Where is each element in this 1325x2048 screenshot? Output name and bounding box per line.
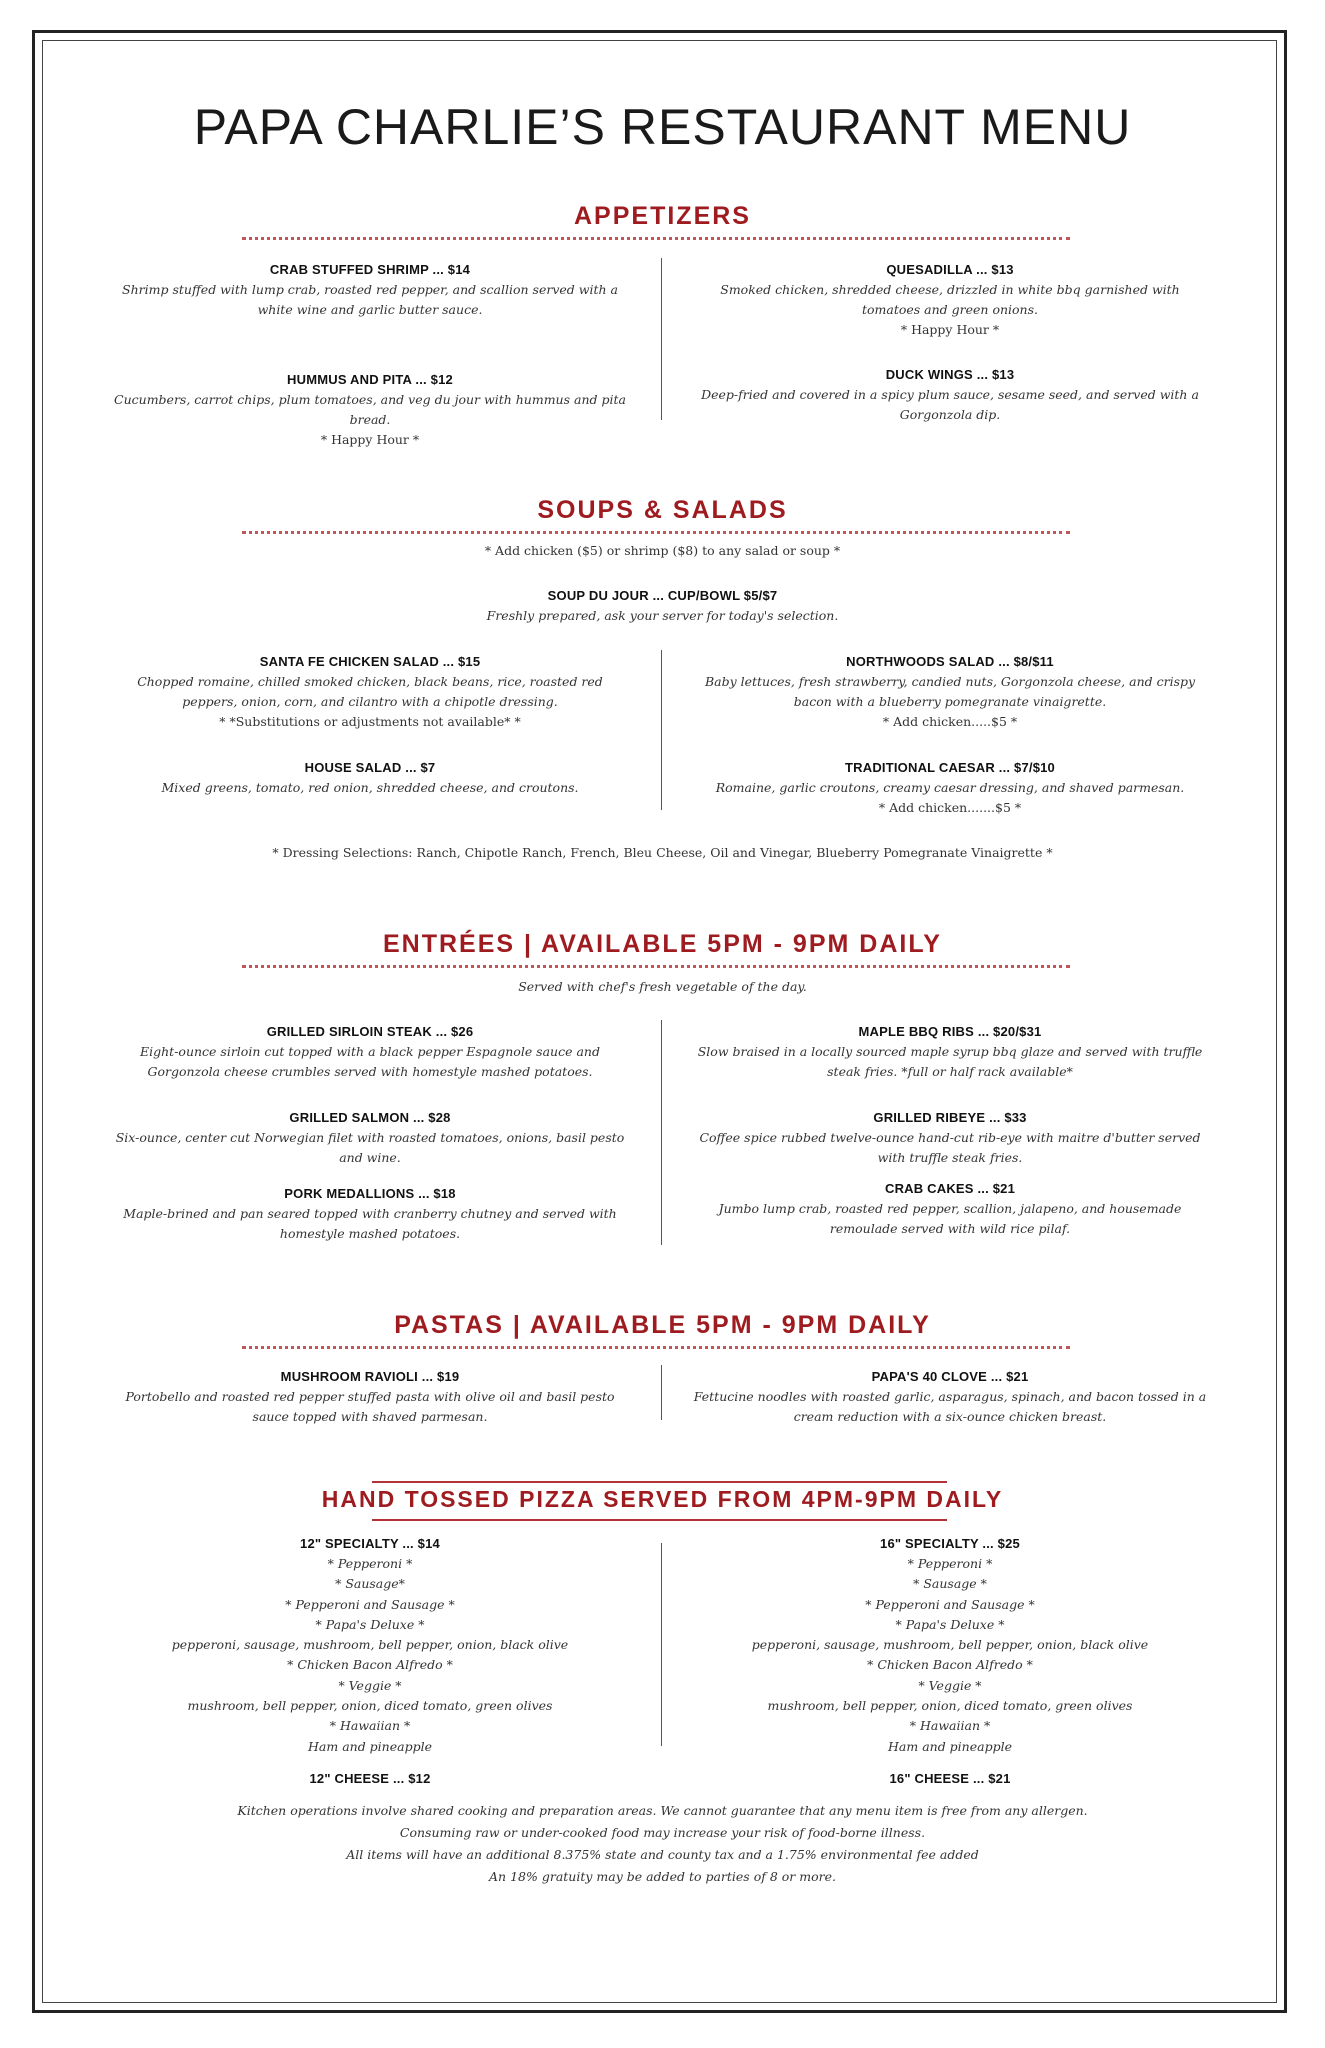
pizza-column-16 bbox=[690, 1536, 1210, 1789]
item-description: Baby lettuces, fresh strawberry, candied nuts, Gorgonzola cheese, and crispy bacon with a blueberry pomegranate vinaigrette. bbox=[704, 674, 1196, 709]
item-note: * *Substitutions or adjustments not available* * bbox=[219, 714, 521, 729]
item-description: Freshly prepared, ask your server for today's selection. bbox=[486, 608, 839, 623]
menu-item bbox=[690, 1110, 1210, 1168]
pizza-column-divider bbox=[661, 1543, 662, 1746]
pizza-toppings: pepperoni, sausage, mushroom, bell pepper, onion, black olive bbox=[171, 1637, 569, 1653]
item-name: GRILLED RIBEYE ... $33 bbox=[873, 1110, 1027, 1125]
pizza-option: * Sausage* bbox=[335, 1576, 405, 1592]
item-name: NORTHWOODS SALAD ... $8/$11 bbox=[846, 654, 1054, 669]
pastas-column-divider bbox=[661, 1365, 662, 1420]
pizza-toppings: pepperoni, sausage, mushroom, bell pepper, onion, black olive bbox=[751, 1637, 1149, 1653]
item-name: GRILLED SALMON ... $28 bbox=[289, 1110, 451, 1125]
item-name: 12" CHEESE ... $12 bbox=[309, 1770, 431, 1786]
allergen-notice: Kitchen operations involve shared cooking and preparation areas. We cannot guarantee that any menu item is free from any allergen. bbox=[237, 1803, 1088, 1818]
pizza-option: * Pepperoni * bbox=[327, 1556, 413, 1571]
item-note: * Add chicken.....$5 * bbox=[882, 714, 1018, 729]
item-name: 16" CHEESE ... $21 bbox=[889, 1770, 1011, 1786]
menu-item bbox=[110, 654, 630, 732]
item-name: PORK MEDALLIONS ... $18 bbox=[284, 1186, 456, 1201]
item-description: Slow braised in a locally sourced maple syrup bbq glaze and served with truffle steak fries. *full or half rack available* bbox=[697, 1044, 1203, 1079]
pizza-top-rule bbox=[372, 1481, 947, 1483]
item-description: Jumbo lump crab, roasted red pepper, scallion, jalapeno, and housemade remoulade served with wild rice pilaf. bbox=[718, 1201, 1182, 1236]
item-description: Portobello and roasted red pepper stuffed pasta with olive oil and basil pesto sauce topped with shaved parmesan. bbox=[125, 1389, 615, 1424]
menu-item bbox=[110, 262, 630, 320]
pizza-option: * Pepperoni and Sausage * bbox=[285, 1596, 455, 1612]
pizza-option: * Veggie * bbox=[338, 1677, 402, 1693]
pizza-bottom-rule bbox=[372, 1519, 947, 1521]
menu-item bbox=[110, 1369, 630, 1427]
entrees-divider bbox=[242, 965, 1070, 968]
pizza-heading: HAND TOSSED PIZZA SERVED FROM 4PM-9PM DAILY bbox=[321, 1486, 1004, 1512]
pizza-option: * Hawaiian * bbox=[329, 1718, 411, 1734]
item-name: CRAB CAKES ... $21 bbox=[884, 1181, 1016, 1196]
item-note: * Add chicken.......$5 * bbox=[878, 800, 1022, 815]
item-name: MAPLE BBQ RIBS ... $20/$31 bbox=[858, 1024, 1042, 1039]
pizza-option: * Sausage * bbox=[913, 1576, 987, 1592]
menu-item bbox=[690, 760, 1210, 818]
pizza-option: * Chicken Bacon Alfredo * bbox=[287, 1657, 453, 1673]
item-description: Romaine, garlic croutons, creamy caesar dressing, and shaved parmesan. bbox=[715, 780, 1185, 795]
entrees-column-divider bbox=[661, 1020, 662, 1245]
item-description: Cucumbers, carrot chips, plum tomatoes, and veg du jour with hummus and pita bread. bbox=[114, 392, 626, 427]
dressing-selections: * Dressing Selections: Ranch, Chipotle Ranch, French, Bleu Cheese, Oil and Vinegar, Blueberry Pomegranate Vinaigrette * bbox=[272, 845, 1053, 860]
pizza-toppings: Ham and pineapple bbox=[888, 1738, 1012, 1754]
gratuity-notice: An 18% gratuity may be added to parties of 8 or more. bbox=[489, 1869, 836, 1884]
item-note: * Happy Hour * bbox=[900, 322, 1000, 337]
item-description: Chopped romaine, chilled smoked chicken, black beans, rice, roasted red peppers, onion, corn, and cilantro with a chipotle dressing. bbox=[137, 674, 603, 709]
item-name: SOUP DU JOUR ... CUP/BOWL $5/$7 bbox=[547, 588, 778, 603]
pizza-option: * Chicken Bacon Alfredo * bbox=[867, 1657, 1033, 1673]
item-description: Six-ounce, center cut Norwegian filet with roasted tomatoes, onions, basil pesto and wine. bbox=[115, 1130, 625, 1165]
pizza-toppings: mushroom, bell pepper, onion, diced tomato, green olives bbox=[767, 1698, 1133, 1714]
menu-item bbox=[110, 372, 630, 450]
item-name: TRADITIONAL CAESAR ... $7/$10 bbox=[845, 760, 1055, 775]
menu-item bbox=[690, 654, 1210, 732]
soups-note: * Add chicken ($5) or shrimp ($8) to any salad or soup * bbox=[484, 543, 841, 558]
menu-item bbox=[690, 1024, 1210, 1082]
pastas-divider bbox=[242, 1346, 1070, 1349]
item-description: Coffee spice rubbed twelve-ounce hand-cut rib-eye with maitre d'butter served with truffle steak fries. bbox=[699, 1130, 1201, 1165]
item-name: SANTA FE CHICKEN SALAD ... $15 bbox=[259, 654, 481, 669]
tax-notice: All items will have an additional 8.375% state and county tax and a 1.75% environmental fee added bbox=[346, 1847, 979, 1862]
item-description: Shrimp stuffed with lump crab, roasted red pepper, and scallion served with a white wine and garlic butter sauce. bbox=[122, 282, 618, 317]
item-name: PAPA'S 40 CLOVE ... $21 bbox=[871, 1369, 1029, 1384]
menu-item bbox=[690, 367, 1210, 425]
menu-item bbox=[690, 262, 1210, 340]
menu-item bbox=[110, 1024, 630, 1082]
pastas-heading: PASTAS | AVAILABLE 5PM - 9PM DAILY bbox=[394, 1311, 931, 1339]
pizza-toppings: mushroom, bell pepper, onion, diced tomato, green olives bbox=[187, 1698, 553, 1714]
menu-item bbox=[150, 588, 1175, 626]
pizza-toppings: Ham and pineapple bbox=[308, 1738, 432, 1754]
entrees-note: Served with chef's fresh vegetable of the day. bbox=[518, 979, 807, 994]
raw-food-notice: Consuming raw or under-cooked food may increase your risk of food-borne illness. bbox=[399, 1825, 926, 1840]
item-name: DUCK WINGS ... $13 bbox=[885, 367, 1015, 382]
menu-item bbox=[110, 760, 630, 798]
appetizers-divider bbox=[242, 237, 1070, 240]
pizza-column-12 bbox=[110, 1536, 630, 1789]
footer-notes bbox=[110, 1800, 1215, 1888]
appetizers-heading: APPETIZERS bbox=[574, 202, 751, 230]
entrees-heading: ENTRÉES | AVAILABLE 5PM - 9PM DAILY bbox=[382, 930, 942, 958]
item-name: GRILLED SIRLOIN STEAK ... $26 bbox=[266, 1024, 474, 1039]
page-title: PAPA CHARLIE’S RESTAURANT MENU bbox=[193, 99, 1132, 155]
item-name: 12" SPECIALTY ... $14 bbox=[300, 1536, 440, 1551]
item-name: QUESADILLA ... $13 bbox=[886, 262, 1014, 277]
pizza-option: * Veggie * bbox=[918, 1677, 982, 1693]
menu-item bbox=[690, 1369, 1210, 1427]
item-name: MUSHROOM RAVIOLI ... $19 bbox=[280, 1369, 460, 1384]
item-description: Eight-ounce sirloin cut topped with a black pepper Espagnole sauce and Gorgonzola cheese crumbles served with homestyle mashed potatoes. bbox=[140, 1044, 600, 1079]
appetizers-column-divider bbox=[661, 258, 662, 420]
menu-item bbox=[690, 1181, 1210, 1239]
soups-heading: SOUPS & SALADS bbox=[537, 496, 788, 524]
item-description: Fettucine noodles with roasted garlic, asparagus, spinach, and bacon tossed in a cream reduction with a six-ounce chicken breast. bbox=[693, 1389, 1207, 1424]
menu-item bbox=[110, 1110, 630, 1168]
pizza-option: * Papa's Deluxe * bbox=[315, 1616, 425, 1632]
item-name: HOUSE SALAD ... $7 bbox=[304, 760, 436, 775]
pizza-option: * Hawaiian * bbox=[909, 1718, 991, 1734]
item-description: Mixed greens, tomato, red onion, shredded cheese, and croutons. bbox=[161, 780, 579, 795]
menu-item bbox=[110, 1186, 630, 1244]
item-description: Smoked chicken, shredded cheese, drizzled in white bbq garnished with tomatoes and green onions. bbox=[720, 282, 1180, 317]
item-description: Deep-fried and covered in a spicy plum sauce, sesame seed, and served with a Gorgonzola dip. bbox=[701, 387, 1199, 422]
item-description: Maple-brined and pan seared topped with cranberry chutney and served with homestyle mashed potatoes. bbox=[123, 1206, 617, 1241]
soups-column-divider bbox=[661, 650, 662, 810]
item-note: * Happy Hour * bbox=[320, 432, 420, 447]
pizza-option: * Pepperoni * bbox=[907, 1556, 993, 1571]
item-name: 16" SPECIALTY ... $25 bbox=[880, 1536, 1020, 1551]
pizza-option: * Pepperoni and Sausage * bbox=[865, 1596, 1035, 1612]
pizza-option: * Papa's Deluxe * bbox=[895, 1616, 1005, 1632]
item-name: HUMMUS AND PITA ... $12 bbox=[287, 372, 453, 387]
item-name: CRAB STUFFED SHRIMP ... $14 bbox=[269, 262, 471, 277]
soups-divider bbox=[242, 531, 1070, 534]
